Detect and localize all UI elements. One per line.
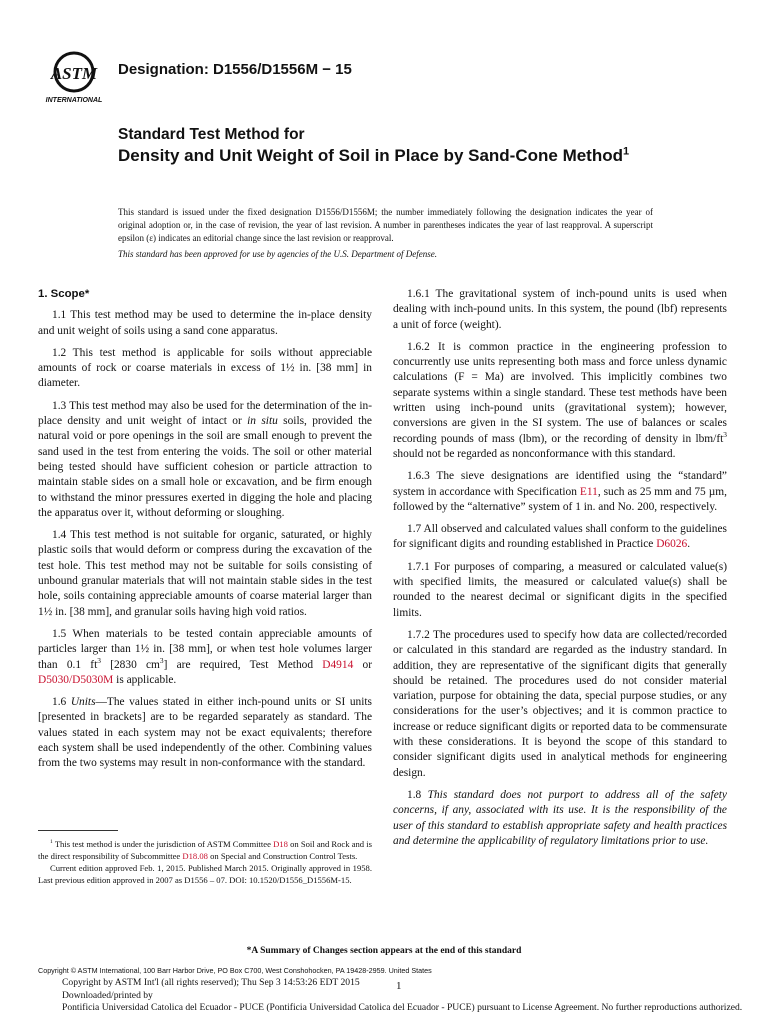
footnote-rule <box>38 830 118 831</box>
page-number: 1 <box>396 980 402 992</box>
para-1-5 <box>38 627 372 688</box>
para-1-1: 1.1 This test method may be used to determine the in-place density and unit weight of soils using a sand cone apparatus. <box>38 309 372 337</box>
astm-logo <box>44 50 110 106</box>
logo-text: ASTM <box>50 64 98 83</box>
copyright-line: Copyright © ASTM International, 100 Barr Harbor Drive, PO Box C700, West Conshohocken, PA 19428-2959. United States <box>38 966 432 975</box>
para-1-6-3-text: 1.6.3 The sieve designations are identified using the “standard” system in accordance with Specification <box>393 470 727 498</box>
footnote <box>38 838 372 886</box>
footnote-mark: 1 <box>50 839 53 846</box>
designation-notice: This standard is issued under the fixed designation D1556/D1556M; the number immediately following the designation indicates the year of original adoption or, in the case of revision, the year of last revision. A number in parentheses indicates the year of last reapproval. A superscript epsilon (ε) indicates an editorial change since the last revision or reapproval. <box>118 207 653 243</box>
scope-heading: 1. Scope* <box>38 288 90 300</box>
para-1-6-num: 1.6 <box>52 696 71 709</box>
left-column <box>38 287 372 779</box>
para-1-6-text: —The values stated in either inch-pound units or SI units [presented in brackets] are to be regarded separately as standard. The values stated in each system may not be exact equivalents; therefore each system shall be used independently of the other. Combining values from the two systems may result in non-conformance with the standard. <box>38 696 372 770</box>
para-1-2: 1.2 This test method is applicable for soils without appreciable amounts of rock or coarse materials in excess of 1½ in. [38 mm] in diameter. <box>38 346 372 390</box>
link-d5030[interactable]: D5030/D5030M <box>38 673 114 686</box>
para-1-5-text: 1.5 When materials to be tested contain appreciable amounts of particles larger than 1½ in. [38 mm], or when test hole volumes larger than 0.1 ft <box>38 627 372 671</box>
title-pre: Standard Test Method for <box>118 126 305 143</box>
safety-statement: This standard does not purport to address all of the safety concerns, if any, associated with its use. It is the responsibility of the user of this standard to establish appropriate safety and health practices and determine the applicability of regulatory limitations prior to use. <box>393 788 727 847</box>
download-line-3: Pontificia Universidad Catolica del Ecuador - PUCE (Pontificia Universidad Catolica del Ecuador - PUCE) pursuant to License Agreement. No further reproductions authorized. <box>62 1002 743 1013</box>
units-term: Units <box>70 696 96 709</box>
link-e11[interactable]: E11 <box>579 485 598 498</box>
title-main-text: Density and Unit Weight of Soil in Place by Sand-Cone Method <box>118 146 623 165</box>
dod-approval: This standard has been approved for use by agencies of the U.S. Department of Defense. <box>118 249 438 259</box>
footnote-1 <box>38 838 372 862</box>
right-column <box>393 287 727 856</box>
para-1-3-text: 1.3 This test method may also be used for the determination of the in-place density and unit weight of intact or <box>38 399 372 428</box>
link-d18[interactable]: D18 <box>273 839 288 849</box>
superscript: 3 <box>97 655 101 665</box>
para-1-7 <box>393 522 727 553</box>
page-title <box>118 145 678 166</box>
para-1-7-end: . <box>687 538 691 551</box>
download-line-1: Copyright by ASTM Int'l (all rights reserved); Thu Sep 3 14:53:26 EDT 2015 <box>62 977 360 988</box>
para-1-7-2: 1.7.2 The procedures used to specify how data are collected/recorded or calculated in this standard are regarded as the industry standard. In addition, they are representative of the significant digits that generally should be retained. The procedures used do not consider material variation, purpose for obtaining the data, special purpose studies, or any considerations for the user’s objectives; and it is common practice to increase or reduce significant digits or reported data to be commensurate with these considerations. It is beyond the scope of this standard to consider significant digits used in analytical methods for engineering design. <box>393 628 727 779</box>
footnote-text: This test method is under the jurisdiction of ASTM Committee <box>54 839 274 849</box>
para-1-7-text: 1.7 All observed and calculated values shall conform to the guidelines for significant digits and rounding established in Practice <box>393 523 727 551</box>
para-1-6-3 <box>393 469 727 515</box>
designation: Designation: D1556/D1556M − 15 <box>118 61 352 78</box>
in-situ-term: in situ <box>247 415 278 428</box>
para-1-6-2-text: 1.6.2 It is common practice in the engineering profession to concurrently use units representing both mass and force unless dynamic calculations (F = Ma) are involved. This implicitly combines two separate systems within a single standard. These test methods have been written using inch-pound units (gravitational system); however, conversions are given in the SI system. The use of balances or scales recording pounds of mass (lbm), or the recording of density in lbm/ft <box>393 340 727 445</box>
para-1-6-3-rest: , such as 25 mm and 75 µm, followed by the “alternative” system of 1 in. and No. 200, respectively. <box>393 485 727 513</box>
para-1-8 <box>393 788 727 849</box>
para-1-3 <box>38 399 372 521</box>
logo-subtext: INTERNATIONAL <box>45 97 103 104</box>
para-1-5-text3: ] are required, Test Method <box>163 658 323 671</box>
para-1-6-1: 1.6.1 The gravitational system of inch-pound units is used when dealing with inch-pound units. In this system, the pound (lbf) represents a unit of force (weight). <box>393 288 727 331</box>
link-d6026[interactable]: D6026 <box>656 538 688 551</box>
para-1-5-text4: or <box>353 658 372 671</box>
superscript: 3 <box>723 429 727 439</box>
title-footnote-mark: 1 <box>623 145 630 158</box>
para-1-6-2 <box>393 340 727 462</box>
footnote-edition: Current edition approved Feb. 1, 2015. Published March 2015. Originally approved in 1958. Last previous edition approved in 2007 as D1556 – 07. DOI: 10.1520/D1556_D1556M-15. <box>38 863 372 885</box>
link-d18-08[interactable]: D18.08 <box>182 851 208 861</box>
summary-note: *A Summary of Changes section appears at the end of this standard <box>246 946 522 956</box>
link-d4914[interactable]: D4914 <box>322 658 354 671</box>
para-1-3-rest: soils, provided the natural void or pore openings in the soil are small enough to prevent the sand used in the test from entering the voids. The soil or other material being tested should have sufficient cohesion or particle attraction to maintain stable sides on a small hole or excavation, and be firm enough to withstand the minor pressures exerted in digging the hole and placing the apparatus over it, without deforming or sloughing. <box>38 415 372 519</box>
para-1-6 <box>38 695 372 771</box>
download-stamp <box>62 977 768 1015</box>
para-1-8-num: 1.8 <box>407 788 428 801</box>
download-line-2: Downloaded/printed by <box>62 989 153 1001</box>
para-1-5-text2: [2830 cm <box>100 658 160 671</box>
footnote-text3: on Special and Construction Control Tests. <box>207 851 358 861</box>
para-1-6-2-rest: should not be regarded as nonconformance with this standard. <box>393 447 676 460</box>
para-1-5-text5: is applicable. <box>113 673 177 686</box>
footnote-text2: on Soil and Rock and is the direct responsibility of Subcommittee <box>38 839 372 861</box>
para-1-4: 1.4 This test method is not suitable for organic, saturated, or highly plastic soils that would deform or compress during the excavation of the test hole. This test method may not be suitable for soils consisting of unbound granular materials that will not maintain stable sides in the test hole, soils containing appreciable amounts of coarse material larger than 1½ in. [38 mm], and granular soils having high void ratios. <box>38 529 372 618</box>
title-block <box>118 126 678 166</box>
superscript: 3 <box>159 655 164 665</box>
para-1-7-1: 1.7.1 For purposes of comparing, a measured or calculated value(s) with specified limits, the measured or calculated value(s) shall be rounded to the nearest decimal or significant digits in the specified limits. <box>393 560 727 619</box>
